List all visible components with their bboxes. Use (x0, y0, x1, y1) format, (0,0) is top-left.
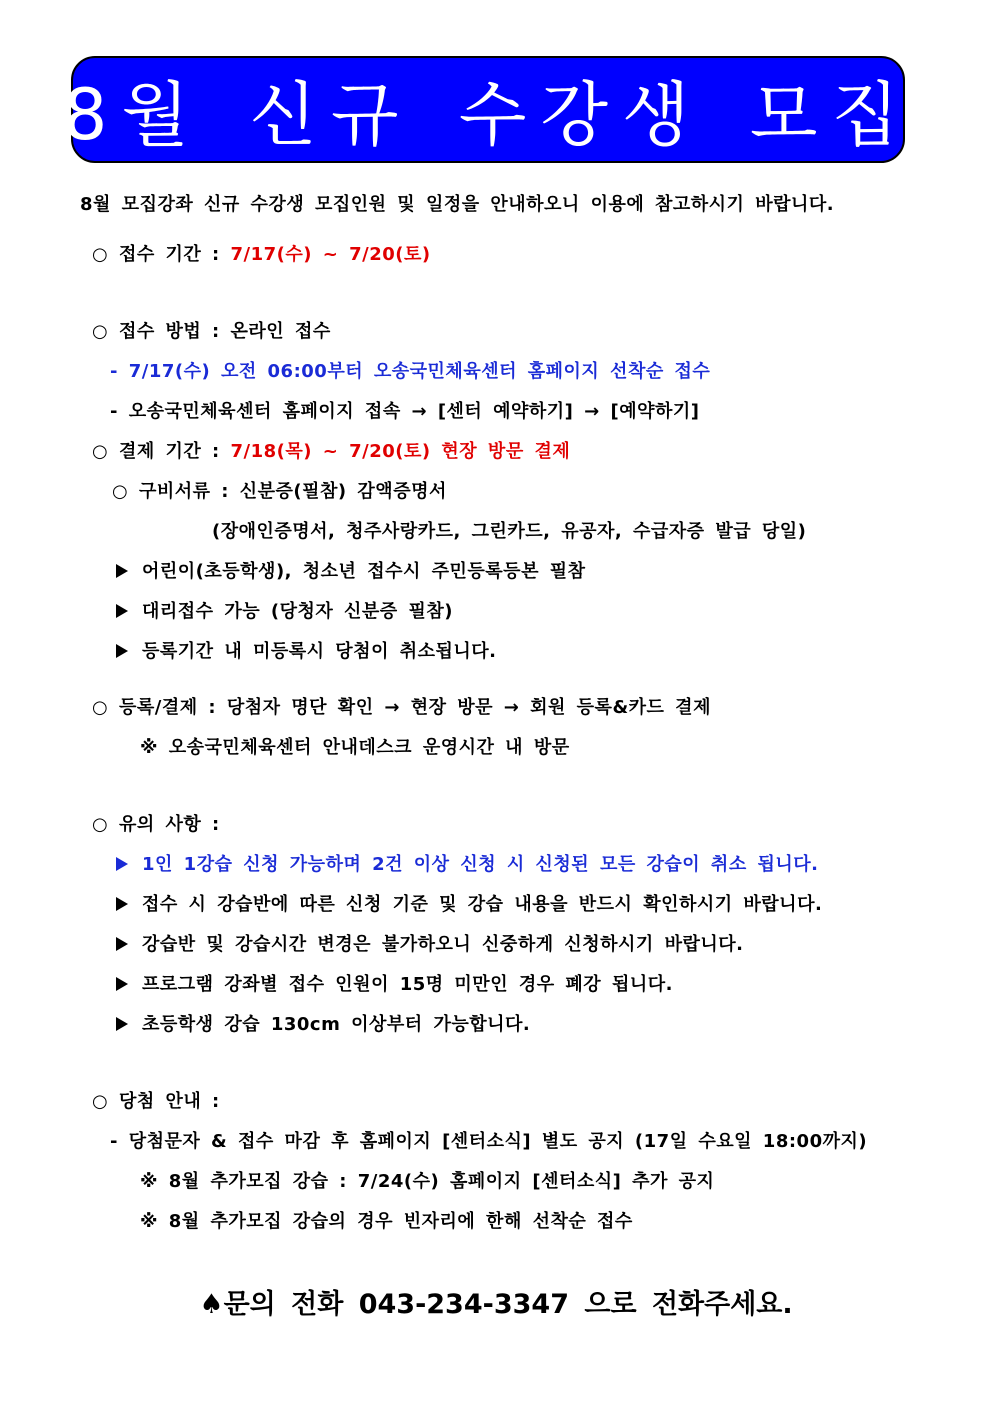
triangle-bullet-icon (116, 644, 128, 658)
cautions-label: ○ 유의 사항 : (92, 814, 220, 835)
winner-note1: ※ 8월 추가모집 강습 : 7/24(수) 홈페이지 [센터소식] 추가 공지 (140, 1171, 715, 1192)
payment-note-item: 어린이(초등학생), 청소년 접수시 주민등록등본 필참 (116, 557, 586, 583)
triangle-bullet-icon (116, 937, 128, 951)
winner-label: ○ 당첨 안내 : (92, 1091, 220, 1112)
caution-item: 1인 1강습 신청 가능하며 2건 이상 신청 시 신청된 모든 강습이 취소 됩니다. (116, 850, 818, 876)
registration-note: ※ 오송국민체육센터 안내데스크 운영시간 내 방문 (140, 737, 570, 758)
triangle-bullet-icon (116, 564, 128, 578)
triangle-bullet-icon (116, 977, 128, 991)
reception-method-line1: - 7/17(수) 오전 06:00부터 오송국민체육센터 홈페이지 선착순 접수 (110, 361, 711, 382)
title-banner (62, 56, 914, 163)
reception-method-line2: - 오송국민체육센터 홈페이지 접속 → [센터 예약하기] → [예약하기] (110, 401, 700, 422)
winner-note2: ※ 8월 추가모집 강습의 경우 빈자리에 한해 선착순 접수 (140, 1211, 633, 1232)
reception-period: ○ 접수 기간 : 7/17(수) ~ 7/20(토) (92, 244, 431, 265)
registration-label: ○ 등록/결제 : 당첨자 명단 확인 → 현장 방문 → 회원 등록&카드 결제 (92, 697, 711, 718)
payment-period: ○ 결제 기간 : 7/18(목) ~ 7/20(토) 현장 방문 결제 (92, 441, 571, 462)
payment-note-item: 대리접수 가능 (당청자 신분증 필참) (116, 597, 453, 623)
triangle-bullet-icon (116, 604, 128, 618)
page-title: 8월 신규 수강생 모집 (62, 74, 914, 156)
triangle-bullet-icon (116, 1017, 128, 1031)
documents-detail: (장애인증명서, 청주사랑카드, 그린카드, 유공자, 수급자증 발급 당일) (212, 521, 807, 542)
reception-method-label: ○ 접수 방법 : 온라인 접수 (92, 321, 331, 342)
contact-phone: ♠문의 전화 043-234-3347 으로 전화주세요. (199, 1289, 793, 1320)
payment-note-item: 등록기간 내 미등록시 당첨이 취소됩니다. (116, 637, 497, 663)
documents-label: ○ 구비서류 : 신분증(필참) 감액증명서 (112, 481, 447, 502)
winner-line1: - 당첨문자 & 접수 마감 후 홈페이지 [센터소식] 별도 공지 (17일 수요일 18:00까지) (110, 1131, 868, 1152)
triangle-bullet-icon (116, 897, 128, 911)
intro-text: 8월 모집강좌 신규 수강생 모집인원 및 일정을 안내하오니 이용에 참고하시기 바랍니다. (80, 194, 835, 215)
caution-item: 초등학생 강습 130cm 이상부터 가능합니다. (116, 1010, 530, 1036)
caution-item: 강습반 및 강습시간 변경은 불가하오니 신중하게 신청하시기 바랍니다. (116, 930, 743, 956)
caution-item: 접수 시 강습반에 따른 신청 기준 및 강습 내용을 반드시 확인하시기 바랍니다. (116, 890, 822, 916)
caution-item: 프로그램 강좌별 접수 인원이 15명 미만인 경우 폐강 됩니다. (116, 970, 673, 996)
triangle-bullet-icon (116, 857, 128, 871)
